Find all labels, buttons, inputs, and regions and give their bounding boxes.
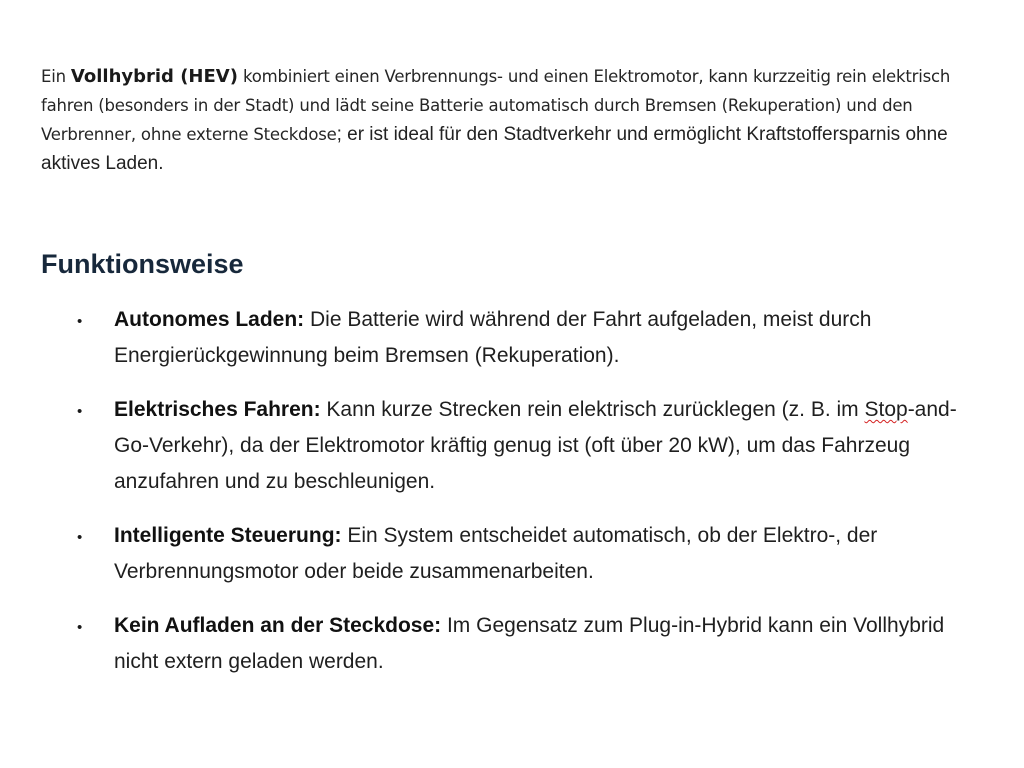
list-item bbox=[73, 608, 973, 680]
feature-list bbox=[73, 302, 973, 698]
spellcheck-flagged-word[interactable]: Stop bbox=[864, 398, 908, 421]
list-item-text: Die Batterie wird während der Fahrt aufgeladen, meist durch Energierückgewinnung beim Bremsen (Rekuperation). bbox=[114, 308, 872, 367]
intro-lead-text: kombiniert einen Verbrennungs- und einen Elektromotor, kann kurzzeitig rein elektrisch fahren (besonders in der Stadt) und lädt seine Batterie automatisch durch Bremsen (Rekuperation) und den Verbrenner, ohne externe Steckdose bbox=[41, 67, 951, 144]
list-item-title: Kein Aufladen an der Steckdose: bbox=[114, 614, 442, 637]
list-item-title: Autonomes Laden: bbox=[114, 308, 305, 331]
section-heading: Funktionsweise bbox=[41, 249, 244, 279]
list-item-text: Kann kurze Strecken rein elektrisch zurücklegen (z. B. im bbox=[320, 398, 865, 421]
intro-tail-text: ; er ist ideal für den Stadtverkehr und ermöglicht Kraftstoffersparnis ohne aktives Laden. bbox=[41, 124, 948, 174]
list-item-text: Ein System entscheidet automatisch, ob der Elektro-, der Verbrennungsmotor oder beide zusammenarbeiten. bbox=[114, 524, 878, 583]
intro-paragraph bbox=[41, 62, 971, 178]
list-item bbox=[73, 302, 973, 374]
bullet-icon: • bbox=[77, 313, 83, 330]
list-item bbox=[73, 518, 973, 590]
intro-term: Vollhybrid (HEV) bbox=[70, 66, 238, 87]
list-item-text: Im Gegensatz zum Plug-in-Hybrid kann ein Vollhybrid nicht extern geladen werden. bbox=[114, 614, 945, 673]
bullet-icon: • bbox=[77, 619, 83, 636]
intro-prefix: Ein bbox=[41, 67, 71, 86]
list-item-title: Elektrisches Fahren: bbox=[114, 398, 321, 421]
list-item-text-continued: -and-Go-Verkehr), da der Elektromotor kräftig genug ist (oft über 20 kW), um das Fahrzeug anzufahren und zu beschleunigen. bbox=[114, 398, 957, 493]
list-item bbox=[73, 392, 973, 500]
bullet-icon: • bbox=[77, 403, 83, 420]
list-item-title: Intelligente Steuerung: bbox=[114, 524, 342, 547]
bullet-icon: • bbox=[77, 529, 83, 546]
